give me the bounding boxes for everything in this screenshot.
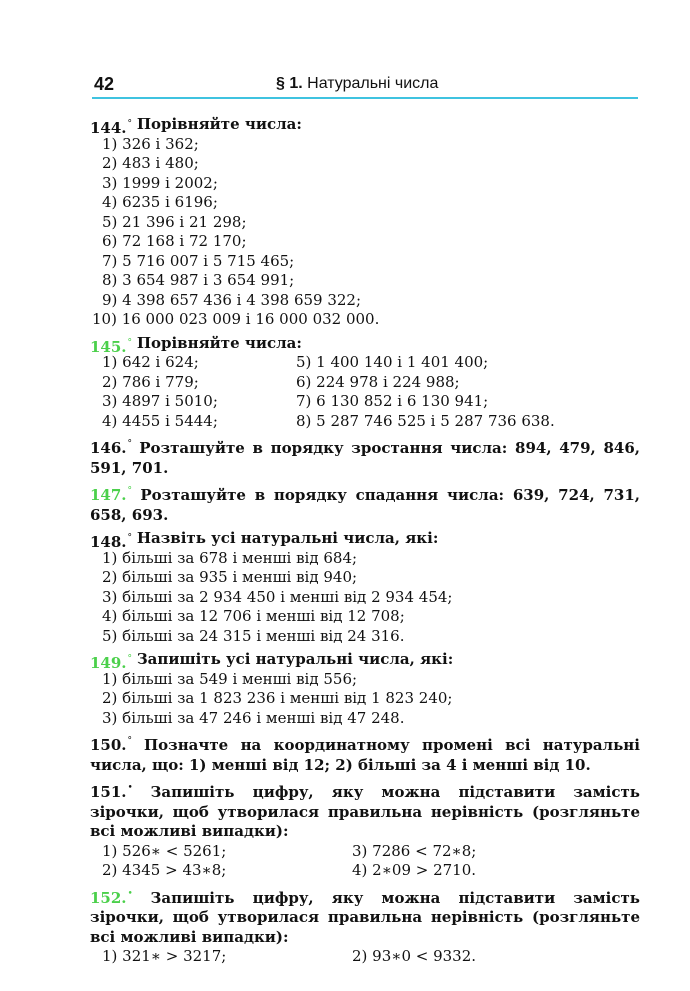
list-item: 3) більші за 47 246 і менші від 47 248. (102, 708, 405, 727)
problem-number: 145.° (90, 337, 133, 356)
list-item: 1) 526∗ < 5261; (102, 841, 227, 860)
list-item: 3) 7286 < 72∗8; (352, 841, 477, 860)
list-item: 1) більші за 678 і менші від 684; (102, 548, 358, 567)
problem-number: 144.° (90, 119, 133, 137)
problems-list (90, 115, 640, 971)
problem-149 (90, 650, 640, 728)
section-name: Натуральні числа (307, 75, 439, 92)
header-rule (92, 97, 638, 99)
problem-152 (90, 885, 640, 967)
list-item: 2) 786 і 779; (102, 372, 199, 391)
list-item: 8) 5 287 746 525 і 5 287 736 638. (296, 411, 555, 430)
list-item: 3) 1999 і 2002; (102, 173, 218, 192)
list-item: 5) 1 400 140 і 1 401 400; (296, 353, 489, 371)
list-item: 4) 4455 і 5444; (102, 411, 218, 430)
problem-statement: Розташуйте в порядку зростання числа: 894, 479, 846, 591, 701. (90, 439, 640, 477)
problem-statement: Запишіть усі натуральні числа, які: (136, 650, 454, 668)
problem-number: 148.° (90, 533, 133, 551)
problem-statement: Розташуйте в порядку спадання числа: 639, 724, 731, 658, 693. (90, 486, 640, 524)
problem-number: 151.• (90, 783, 133, 801)
list-item: 1) 326 і 362; (102, 134, 199, 153)
list-item: 5) більші за 24 315 і менші від 24 316. (102, 626, 405, 645)
problem-statement: Позначте на координатному промені всі натуральні числа, що: 1) менші від 12; 2) більші за 4 і менші від 10. (90, 736, 640, 774)
problem-number: 149.° (90, 654, 133, 672)
list-item: 7) 5 716 007 і 5 715 465; (102, 251, 295, 270)
list-item: 1) 321∗ > 3217; (102, 947, 227, 965)
problem-number: 152.• (90, 888, 133, 907)
list-item: 2) 93∗0 < 9332. (352, 947, 477, 965)
problem-statement: Запишіть цифру, яку можна підставити замість зірочки, щоб утворилася правильна нерівність (розгляньте всі можливі випадки): (90, 783, 640, 840)
section-title (276, 75, 438, 93)
list-item: 3) 4897 і 5010; (102, 392, 218, 410)
list-item: 2) більші за 1 823 236 і менші від 1 823 240; (102, 689, 453, 707)
problem-statement: Порівняйте числа: (136, 333, 302, 352)
problem-146 (90, 435, 640, 478)
list-item: 7) 6 130 852 і 6 130 941; (296, 392, 489, 410)
list-item: 2) більші за 935 і менші від 940; (102, 568, 358, 586)
problem-144 (90, 115, 640, 330)
problem-number: 147.° (90, 486, 133, 504)
list-item: 1) 642 і 624; (102, 353, 199, 371)
problem-151 (90, 779, 640, 881)
list-item: 1) більші за 549 і менші від 556; (102, 669, 358, 688)
list-item: 4) більші за 12 706 і менші від 12 708; (102, 607, 405, 625)
problem-number: 150.° (90, 736, 133, 754)
list-item: 2) 483 і 480; (102, 154, 199, 172)
list-item: 10) 16 000 023 009 і 16 000 032 000. (92, 310, 380, 328)
running-header (92, 70, 638, 96)
page-number: 42 (94, 74, 115, 94)
section-number: § 1. (276, 75, 303, 92)
list-item: 5) 21 396 і 21 298; (102, 212, 247, 231)
problem-150 (90, 732, 640, 775)
problem-number: 146.° (90, 439, 133, 457)
problem-statement: Назвіть усі натуральні числа, які: (136, 529, 439, 547)
problem-147 (90, 482, 640, 525)
problem-statement: Порівняйте числа: (136, 115, 302, 133)
problem-statement: Запишіть цифру, яку можна підставити замість зірочки, щоб утворилася правильна нерівність (розгляньте всі можливі випадки): (90, 888, 640, 946)
list-item: 3) більші за 2 934 450 і менші від 2 934 454; (102, 587, 453, 606)
list-item: 9) 4 398 657 436 і 4 398 659 322; (102, 290, 362, 309)
list-item: 8) 3 654 987 і 3 654 991; (102, 271, 295, 289)
list-item: 4) 6235 і 6196; (102, 193, 218, 211)
list-item: 2) 4345 > 43∗8; (102, 861, 227, 879)
list-item: 6) 224 978 і 224 988; (296, 372, 460, 391)
problem-145 (90, 334, 640, 432)
list-item: 6) 72 168 і 72 170; (102, 232, 247, 250)
list-item: 4) 2∗09 > 2710. (352, 861, 477, 879)
problem-148 (90, 529, 640, 646)
